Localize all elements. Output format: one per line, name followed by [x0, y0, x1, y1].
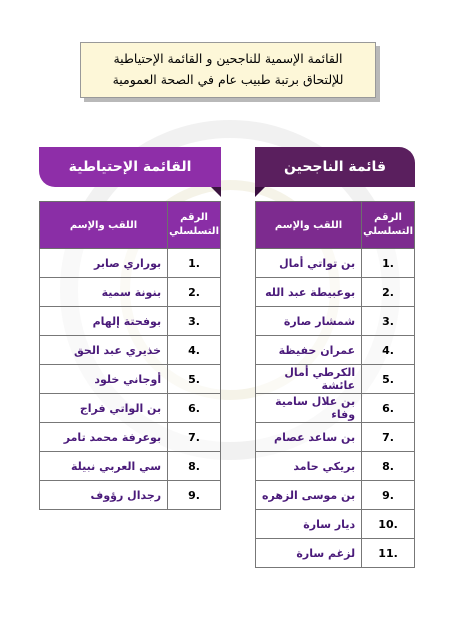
table-row	[256, 539, 415, 568]
successful-list	[255, 147, 415, 568]
table-row	[40, 481, 221, 510]
table-row	[40, 278, 221, 307]
row-name: بوعرفة محمد تامر	[40, 423, 168, 452]
reserve-table	[39, 201, 221, 510]
row-name: الكرطي أمال عائشة	[256, 365, 362, 394]
row-name: بوفحتة إلهام	[40, 307, 168, 336]
row-number: 7.	[168, 423, 221, 452]
row-name: بن تواتي أمال	[256, 249, 362, 278]
row-name: شمشار صارة	[256, 307, 362, 336]
row-name: بن علال سامية وفاء	[256, 394, 362, 423]
row-number: 9.	[168, 481, 221, 510]
column-header-name: اللقب والإسم	[256, 202, 362, 249]
row-name: رجدال رؤوف	[40, 481, 168, 510]
title-line-2: للإلتحاق برتبة طبيب عام في الصحة العمومية	[112, 72, 344, 87]
successful-list-banner	[255, 147, 415, 187]
column-header-number: الرقم التسلسلي	[168, 202, 221, 249]
row-number: 1.	[168, 249, 221, 278]
row-name: عمران حفيظة	[256, 336, 362, 365]
row-number: 11.	[362, 539, 415, 568]
table-row	[40, 423, 221, 452]
table-row	[256, 481, 415, 510]
table-row	[40, 394, 221, 423]
banner-fold	[211, 187, 221, 197]
row-name: بن الواتي فراج	[40, 394, 168, 423]
row-name: بريكي حامد	[256, 452, 362, 481]
row-name: ديار سارة	[256, 510, 362, 539]
row-name: بن موسى الزهره	[256, 481, 362, 510]
table-row	[40, 336, 221, 365]
row-number: 2.	[362, 278, 415, 307]
table-row	[256, 249, 415, 278]
column-header-name: اللقب والإسم	[40, 202, 168, 249]
row-number: 9.	[362, 481, 415, 510]
row-name: بوعبيطة عبد الله	[256, 278, 362, 307]
table-row	[256, 510, 415, 539]
row-number: 7.	[362, 423, 415, 452]
reserve-list-banner	[39, 147, 221, 187]
row-number: 3.	[362, 307, 415, 336]
document-title-box	[80, 42, 376, 98]
table-row	[256, 365, 415, 394]
table-row	[40, 249, 221, 278]
successful-table	[255, 201, 415, 568]
row-number: 6.	[168, 394, 221, 423]
row-number: 6.	[362, 394, 415, 423]
row-name: بوراري صابر	[40, 249, 168, 278]
row-number: 4.	[168, 336, 221, 365]
table-row	[256, 394, 415, 423]
reserve-list-title: القائمة الإحتياطية	[68, 159, 192, 175]
table-row	[40, 365, 221, 394]
row-number: 3.	[168, 307, 221, 336]
row-name: سي العربي نبيلة	[40, 452, 168, 481]
table-row	[256, 452, 415, 481]
row-number: 4.	[362, 336, 415, 365]
table-row	[256, 336, 415, 365]
row-number: 10.	[362, 510, 415, 539]
row-name: بنونة سمية	[40, 278, 168, 307]
row-name: أوجاني خلود	[40, 365, 168, 394]
row-number: 5.	[362, 365, 415, 394]
row-name: بن ساعد عصام	[256, 423, 362, 452]
reserve-list	[39, 147, 221, 510]
row-number: 1.	[362, 249, 415, 278]
row-name: لزغم سارة	[256, 539, 362, 568]
row-name: خذيري عبد الحق	[40, 336, 168, 365]
banner-fold	[255, 187, 265, 197]
row-number: 2.	[168, 278, 221, 307]
row-number: 5.	[168, 365, 221, 394]
column-header-number: الرقم التسلسلي	[362, 202, 415, 249]
row-number: 8.	[168, 452, 221, 481]
table-row	[256, 307, 415, 336]
table-row	[40, 307, 221, 336]
title-line-1: القائمة الإسمية للناجحين و القائمة الإحتياطية	[113, 51, 343, 66]
row-number: 8.	[362, 452, 415, 481]
table-row	[256, 423, 415, 452]
successful-list-title: قائمة الناجحين	[284, 159, 386, 175]
table-row	[40, 452, 221, 481]
table-row	[256, 278, 415, 307]
